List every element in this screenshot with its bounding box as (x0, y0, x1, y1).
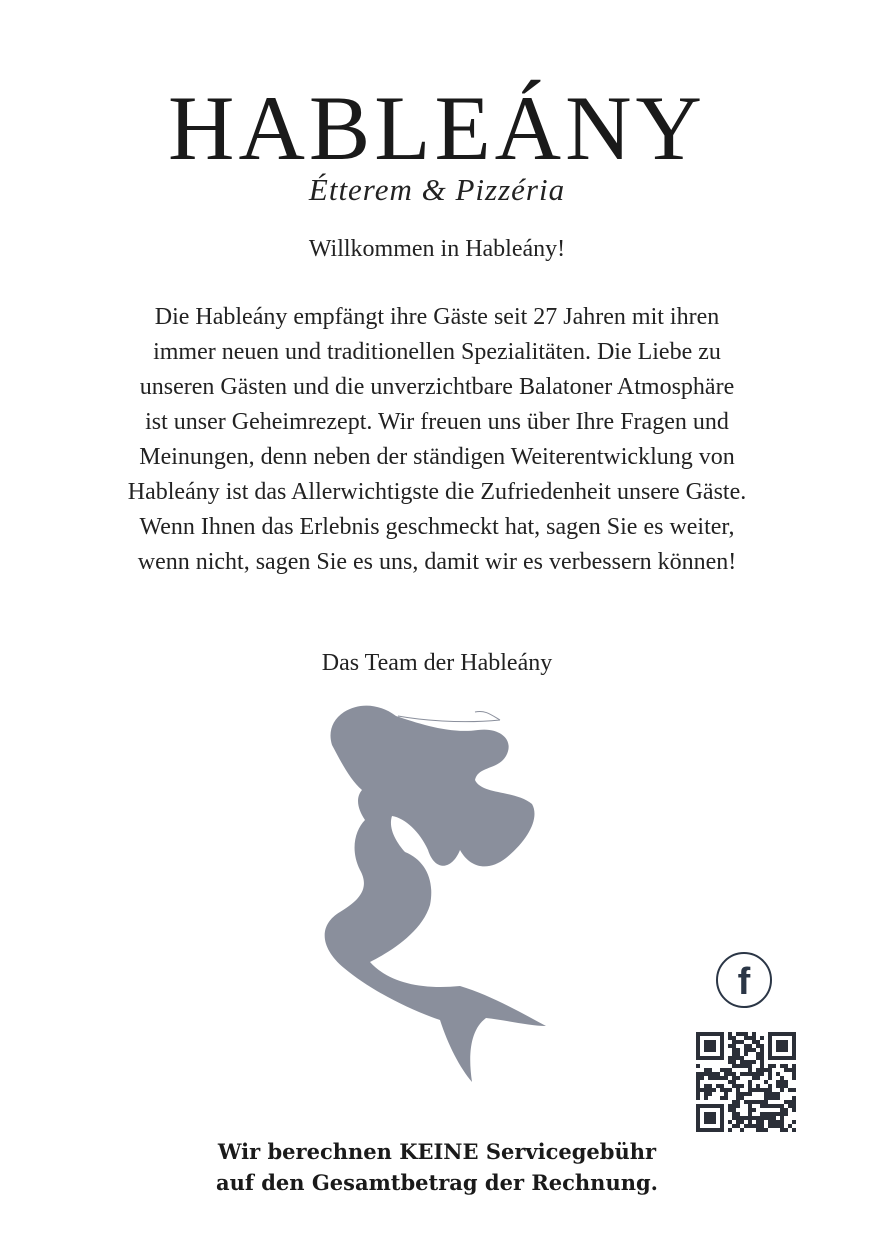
facebook-glyph: f (737, 961, 751, 1003)
welcome-heading: Willkommen in Hableány! (308, 236, 566, 262)
notice-line: auf den Gesamtbetrag der Rechnung. (216, 1170, 658, 1195)
message-line: Die Hableány empfängt ihre Gäste seit 27 Jahren mit ihren (154, 304, 720, 330)
message-line: ist unser Geheimrezept. Wir freuen uns über Ihre Fragen und (145, 409, 729, 435)
restaurant-subtitle: Étterem & Pizzéria (308, 172, 566, 207)
message-line: Meinungen, denn neben der ständigen Weiterentwicklung von (139, 444, 735, 470)
message-line: wenn nicht, sagen Sie es uns, damit wir es verbessern können! (137, 549, 737, 575)
restaurant-name: HABLEÁNY (168, 77, 706, 179)
message-line: immer neuen und traditionellen Spezialitäten. Die Liebe zu (153, 339, 721, 365)
message-line: unseren Gästen und die unverzichtbare Balatoner Atmosphäre (139, 374, 735, 400)
qr-code-icon[interactable] (696, 1032, 796, 1132)
mermaid-silhouette-icon (310, 700, 560, 1085)
notice-line: Wir berechnen KEINE Servicegebühr (217, 1139, 657, 1164)
message-line: Wenn Ihnen das Erlebnis geschmeckt hat, sagen Sie es weiter, (139, 514, 735, 540)
facebook-icon[interactable] (716, 952, 772, 1008)
welcome-message (110, 300, 764, 580)
service-fee-notice (0, 1136, 874, 1198)
team-signature: Das Team der Hableány (321, 650, 553, 676)
message-line: Hableány ist das Allerwichtigste die Zufriedenheit unsere Gäste. (127, 479, 747, 505)
